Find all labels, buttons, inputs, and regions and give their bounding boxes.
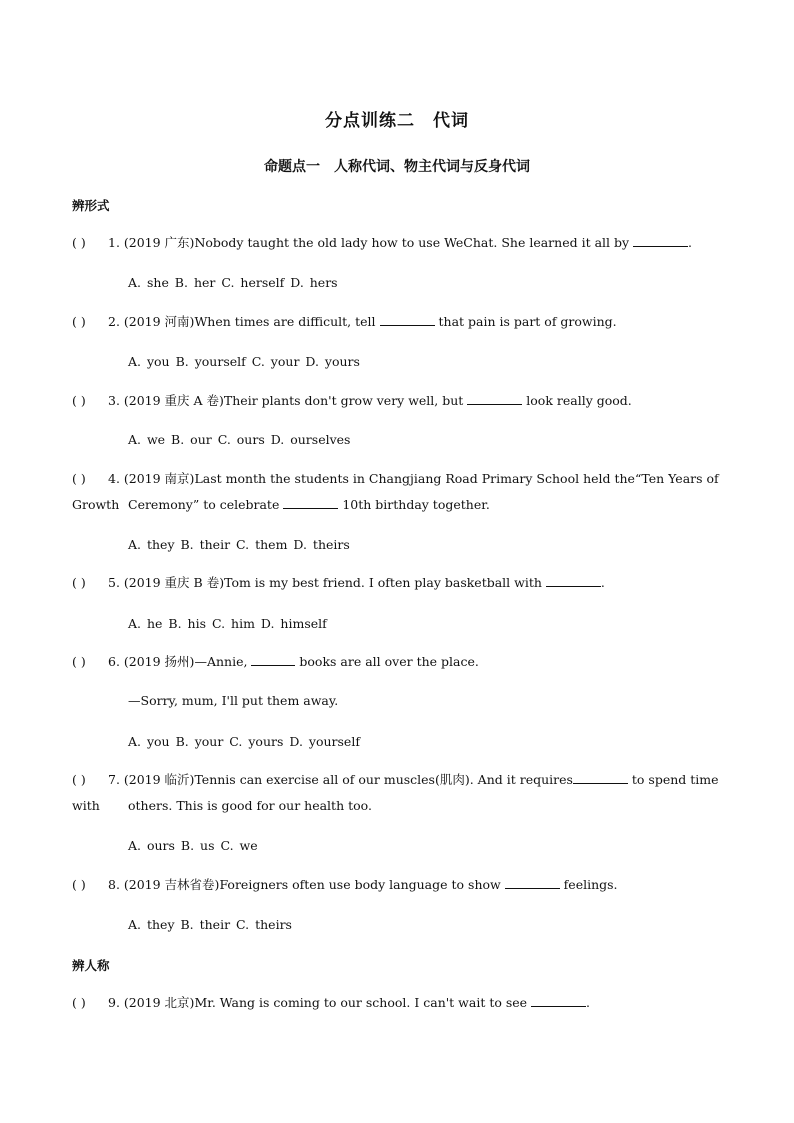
- answer-paren: ( ): [72, 235, 86, 250]
- question-text: that pain is part of growing.: [434, 314, 617, 329]
- answer-blank: [467, 392, 522, 405]
- question-9: [72, 990, 724, 1016]
- options-7: A. ours B. us C. we: [128, 838, 258, 853]
- question-text: .: [688, 235, 693, 250]
- question-text: 3. (2019 重庆 A 卷)Their plants don't grow very well, but: [108, 393, 468, 408]
- question-text: books are all over the place.: [295, 654, 479, 669]
- options-6: A. you B. your C. yours D. yourself: [128, 734, 360, 749]
- question-4-cont: [72, 492, 724, 518]
- question-text: 10th birthday together.: [338, 497, 490, 512]
- options-5: A. he B. his C. him D. himself: [128, 616, 327, 631]
- question-text: 1. (2019 广东)Nobody taught the old lady how to use WeChat. She learned it all by: [108, 235, 634, 250]
- question-6: [72, 649, 724, 675]
- question-text: .: [600, 575, 605, 590]
- question-7-cont: [72, 793, 724, 819]
- question-text: to spend time with: [72, 772, 719, 813]
- options-4: A. they B. their C. them D. theirs: [128, 537, 350, 552]
- answer-paren: ( ): [72, 393, 86, 408]
- options-2: A. you B. yourself C. your D. yours: [128, 354, 360, 369]
- section-heading: 辨人称: [72, 958, 110, 973]
- page-subtitle: 命题点一 人称代词、物主代词与反身代词: [264, 159, 530, 175]
- question-8: [72, 872, 724, 898]
- question-text: .: [586, 995, 591, 1010]
- answer-paren: ( ): [72, 654, 86, 669]
- answer-blank: [546, 574, 601, 587]
- answer-blank: [573, 771, 628, 784]
- question-text: 7. (2019 临沂)Tennis can exercise all of our muscles(肌肉). And it requires: [108, 772, 573, 787]
- question-text: 9. (2019 北京)Mr. Wang is coming to our school. I can't wait to see: [108, 995, 532, 1010]
- answer-blank: [380, 313, 435, 326]
- answer-blank: [251, 653, 295, 666]
- question-text: 5. (2019 重庆 B 卷)Tom is my best friend. I often play basketball with: [108, 575, 546, 590]
- options-8: A. they B. their C. theirs: [128, 917, 292, 932]
- answer-paren: ( ): [72, 575, 86, 590]
- answer-paren: ( ): [72, 314, 86, 329]
- answer-paren: ( ): [72, 772, 86, 787]
- section-heading: 辨形式: [72, 198, 110, 213]
- answer-paren: ( ): [72, 471, 86, 486]
- question-3: [72, 388, 724, 414]
- answer-blank: [505, 876, 560, 889]
- question-text: 4. (2019 南京)Last month the students in Changjiang Road Primary School held the“Ten Years of Growth: [72, 471, 719, 512]
- answer-paren: ( ): [72, 995, 86, 1010]
- page-title: 分点训练二 代词: [325, 111, 469, 131]
- answer-blank: [633, 234, 688, 247]
- question-1: [72, 230, 724, 256]
- question-text: 8. (2019 吉林省卷)Foreigners often use body language to show: [108, 877, 505, 892]
- answer-paren: ( ): [72, 877, 86, 892]
- question-5: [72, 570, 724, 596]
- question-6-reply: [72, 688, 724, 714]
- question-2: [72, 309, 724, 335]
- question-text: feelings.: [559, 877, 618, 892]
- question-text: 6. (2019 扬州)—Annie,: [108, 654, 252, 669]
- question-text: others. This is good for our health too.: [128, 798, 372, 813]
- question-text: Ceremony” to celebrate: [128, 497, 284, 512]
- question-text: —Sorry, mum, I'll put them away.: [128, 693, 339, 708]
- question-text: 2. (2019 河南)When times are difficult, tell: [108, 314, 380, 329]
- options-1: A. she B. her C. herself D. hers: [128, 275, 338, 290]
- question-text: look really good.: [522, 393, 632, 408]
- options-3: A. we B. our C. ours D. ourselves: [128, 432, 351, 447]
- answer-blank: [531, 994, 586, 1007]
- answer-blank: [283, 496, 338, 509]
